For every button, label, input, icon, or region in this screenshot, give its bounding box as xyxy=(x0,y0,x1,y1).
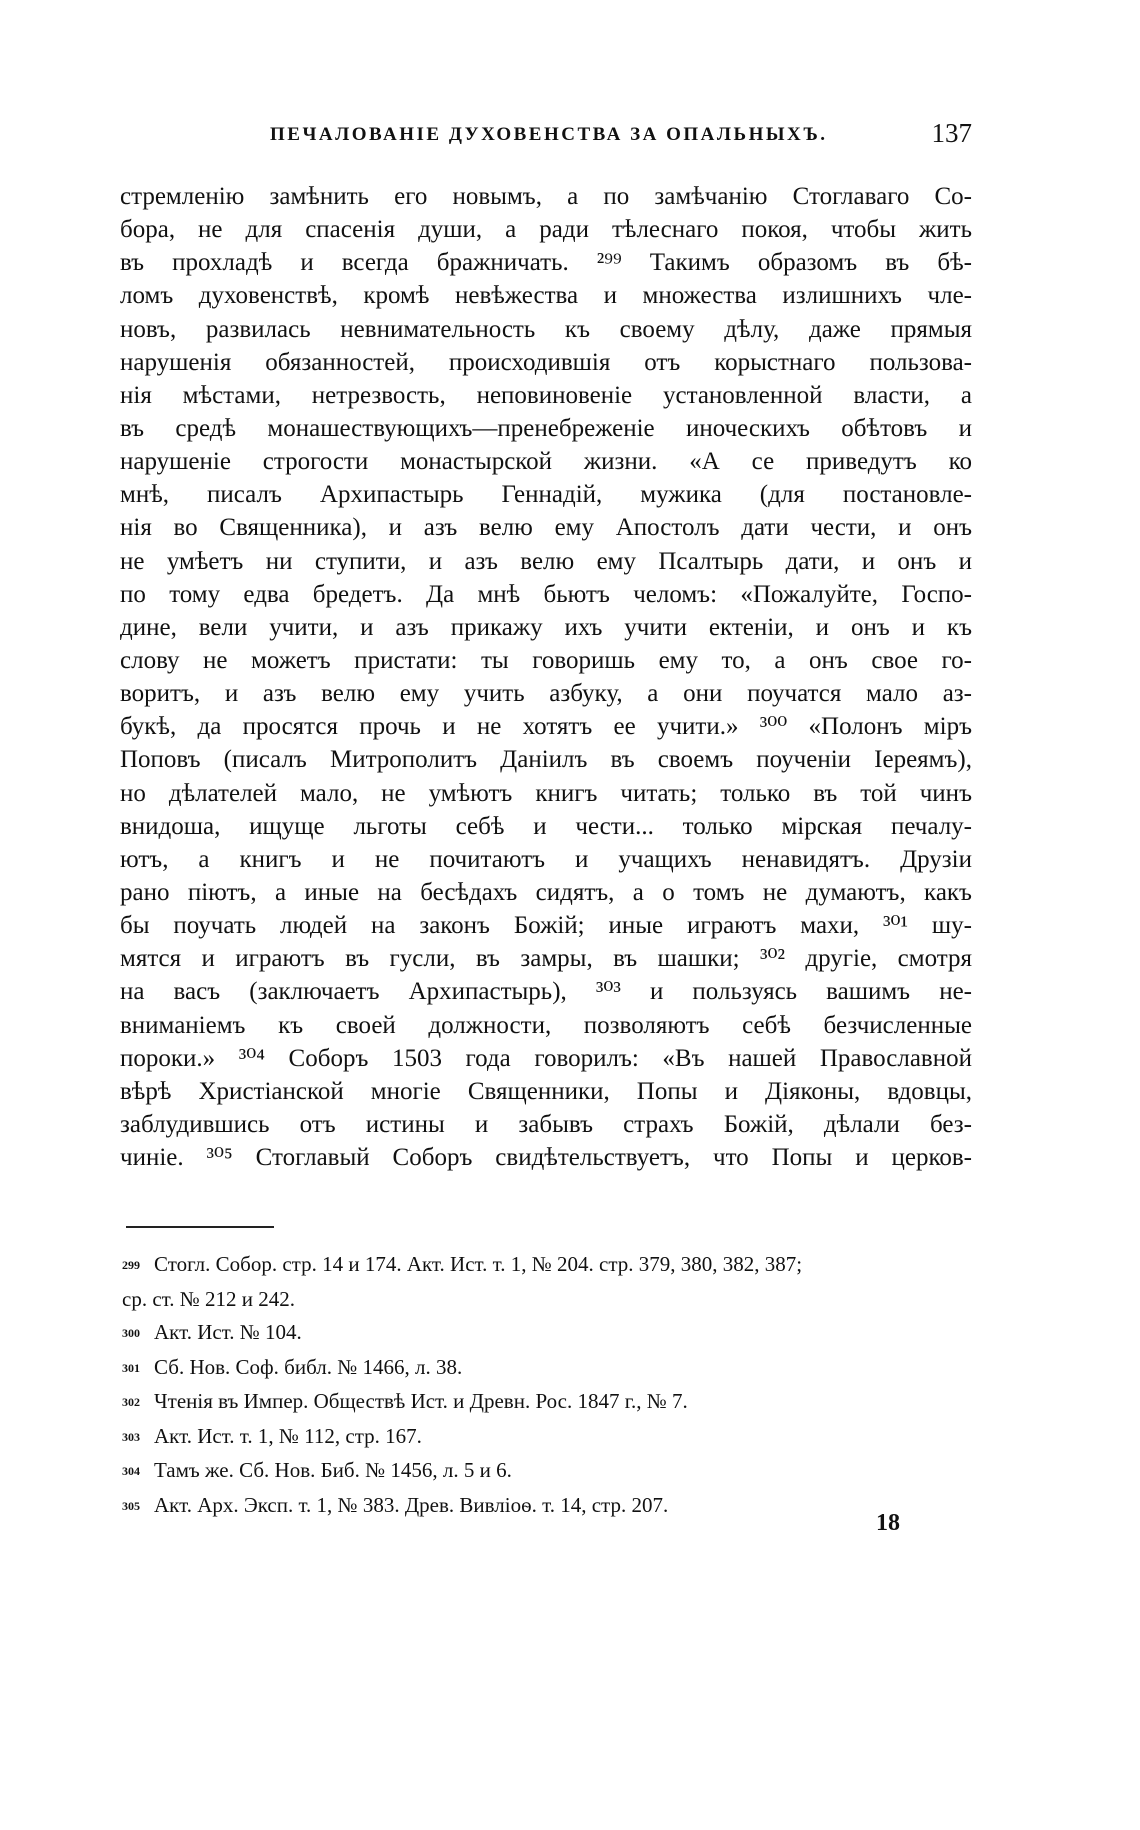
running-title: ПЕЧАЛОВАНІЕ ДУХОВЕНСТВА ЗА ОПАЛЬНЫХЪ. xyxy=(270,124,828,145)
footnote xyxy=(122,1351,974,1386)
footnote-number: 302 xyxy=(122,1395,140,1409)
text-line: чиніе. ³⁰⁵ Стоглавый Соборъ свидѣтельствуетъ, что Попы и церков- xyxy=(120,1144,972,1172)
text-line: нарушеніе строгости монастырской жизни. «А се приведутъ ко xyxy=(120,448,972,476)
footnote-text: Акт. Ист. № 104. xyxy=(154,1320,302,1344)
text-line: ютъ, а книгъ и не почитаютъ и учащихъ ненавидятъ. Друзіи xyxy=(120,845,972,873)
text-line: Поповъ (писалъ Митрополитъ Даніилъ въ своемъ поученіи Іереямъ), xyxy=(120,746,972,774)
text-line: воритъ, и азъ велю ему учить азбуку, а они поучатся мало аз- xyxy=(120,680,972,708)
text-line: по тому едва бредетъ. Да мнѣ бьютъ челомъ: «Пожалуйте, Госпо- xyxy=(120,580,972,608)
text-line: но дѣлателей мало, не умѣютъ книгъ читать; только въ той чинъ xyxy=(120,779,972,807)
text-line: рано піютъ, а иные на бесѣдахъ сидятъ, а о томъ не думаютъ, какъ xyxy=(120,878,972,906)
footnote-text: Сб. Нов. Соф. библ. № 1466, л. 38. xyxy=(154,1354,463,1379)
page-number: 137 xyxy=(931,118,972,148)
text-line: новъ, развилась невнимательность къ своему дѣлу, даже прямыя xyxy=(120,315,972,343)
footnote-number: 304 xyxy=(122,1464,140,1478)
footnote-text: Акт. Ист. т. 1, № 112, стр. 167. xyxy=(154,1423,422,1448)
text-line: въ прохладѣ и всегда бражничать. ²⁹⁹ Такимъ образомъ въ бѣ- xyxy=(120,249,972,277)
text-line: нарушенія обязанностей, происходившія отъ корыстнаго пользова- xyxy=(120,348,972,376)
text-line: заблудившись отъ истины и забывъ страхъ Божій, дѣлали без- xyxy=(120,1110,972,1138)
footnote-text: Акт. Арх. Эксп. т. 1, № 383. Древ. Вивліоѳ. т. 14, стр. 207. xyxy=(154,1492,669,1517)
footnote xyxy=(122,1385,974,1420)
text-line: мнѣ, писалъ Архипастырь Геннадій, мужика (для постановле- xyxy=(120,481,972,509)
footnote-number: 305 xyxy=(122,1498,140,1513)
text-line: не умѣетъ ни ступити, и азъ велю ему Псалтырь дати, и онъ и xyxy=(120,547,972,575)
footnote-number: 301 xyxy=(122,1360,140,1375)
text-line: стремленію замѣнить его новымъ, а по замѣчанію Стоглаваго Со- xyxy=(120,183,972,210)
text-line: мятся и играютъ въ гусли, въ замры, въ шашки; ³⁰² другіе, смотря xyxy=(120,945,972,973)
footnote xyxy=(122,1316,974,1351)
footnote-separator xyxy=(126,1226,274,1228)
page-header xyxy=(120,118,972,158)
text-line: нія мѣстами, нетрезвость, неповиновеніе установленной власти, а xyxy=(120,381,972,409)
text-line: вѣрѣ Христіанской многіе Священники, Попы и Діяконы, вдовцы, xyxy=(120,1077,972,1105)
text-line: пороки.» ³⁰⁴ Соборъ 1503 года говорилъ: «Въ нашей Православной xyxy=(120,1044,972,1072)
text-line: бора, не для спасенія души, а ради тѣлеснаго покоя, чтобы жить xyxy=(120,216,972,244)
text-line: слову не можетъ пристати: ты говоришь ему то, а онъ свое го- xyxy=(120,646,972,674)
footnote-number: 303 xyxy=(122,1429,140,1444)
text-line: на васъ (заключаетъ Архипастырь), ³⁰³ и пользуясь вашимъ не- xyxy=(120,978,972,1006)
footnote xyxy=(122,1489,974,1524)
text-line: ломъ духовенствѣ, кромѣ невѣжества и множества излишнихъ чле- xyxy=(120,282,972,310)
footnote xyxy=(122,1454,974,1489)
text-line: дине, вели учити, и азъ прикажу ихъ учити ектеніи, и онъ и къ xyxy=(120,613,972,641)
footnote-number: 299 xyxy=(122,1258,140,1272)
text-line: нія во Священника), и азъ велю ему Апостолъ дати чести, и онъ xyxy=(120,514,972,542)
text-line: бы поучать людей на законъ Божій; иные играютъ махи, ³⁰¹ шу- xyxy=(120,912,972,940)
footnotes xyxy=(122,1248,974,1523)
footnote-text: Стогл. Собор. стр. 14 и 174. Акт. Ист. т. 1, № 204. стр. 379, 380, 382, 387; xyxy=(154,1252,803,1276)
footnote-number: 300 xyxy=(122,1326,140,1340)
footnote-text: Тамъ же. Сб. Нов. Биб. № 1456, л. 5 и 6. xyxy=(154,1458,512,1482)
signature-mark: 18 xyxy=(876,1510,900,1536)
text-line: вниманіемъ къ своей должности, позволяютъ себѣ безчисленные xyxy=(120,1011,972,1039)
footnote xyxy=(122,1420,974,1455)
footnote-text: Чтенія въ Импер. Обществѣ Ист. и Древн. Рос. 1847 г., № 7. xyxy=(154,1389,688,1413)
footnote xyxy=(122,1248,974,1283)
text-line: букѣ, да просятся прочь и не хотятъ ее учити.» ³⁰⁰ «Полонъ міръ xyxy=(120,713,972,741)
footnote-continuation: ср. ст. № 212 и 242. xyxy=(122,1286,296,1311)
main-text xyxy=(120,180,972,1174)
text-line: внидоша, ищуще льготы себѣ и чести... только мірская печалу- xyxy=(120,812,972,840)
text-line: въ средѣ монашествующихъ—пренебреженіе иноческихъ обѣтовъ и xyxy=(120,414,972,442)
